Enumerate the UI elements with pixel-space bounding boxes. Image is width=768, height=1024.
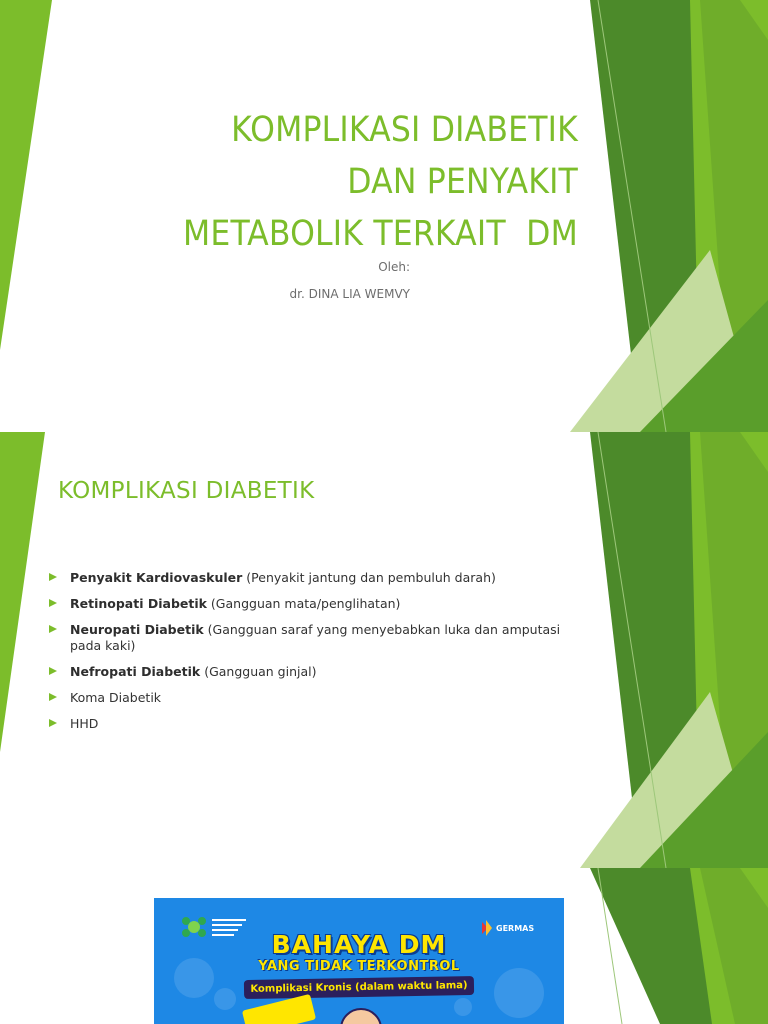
slide-complications — [0, 432, 768, 868]
poster-headline: BAHAYA DM — [271, 930, 447, 959]
slide-title-text — [18, 104, 578, 260]
germas-text: GERMAS — [496, 924, 535, 933]
poster-bubble — [494, 968, 544, 1018]
item-bold: Penyakit Kardiovaskuler — [70, 570, 243, 585]
poster-bubble — [214, 988, 236, 1010]
title-line-3: METABOLIK TERKAIT DM — [182, 214, 578, 254]
list-item — [48, 664, 568, 680]
green-arrow-bullet-icon — [49, 693, 57, 701]
green-arrow-bullet-icon — [49, 667, 57, 675]
slide-poster — [0, 868, 768, 1024]
poster-bubble — [454, 998, 472, 1016]
item-bold: Nefropati Diabetik — [70, 664, 201, 679]
oleh-label: Oleh: — [378, 260, 410, 274]
title-line-2: DAN PENYAKIT — [347, 162, 578, 202]
green-arrow-bullet-icon — [49, 625, 57, 633]
poster-band-text: Komplikasi Kronis (dalam waktu lama) — [244, 976, 474, 999]
item-bold: Retinopati Diabetik — [70, 596, 207, 611]
item-text: (Gangguan ginjal) — [200, 664, 317, 679]
bahaya-dm-poster — [154, 898, 564, 1024]
green-arrow-bullet-icon — [49, 719, 57, 727]
list-item — [48, 690, 568, 706]
slide-title — [0, 0, 768, 432]
green-arrow-bullet-icon — [49, 599, 57, 607]
author-name: dr. DINA LIA WEMVY — [289, 287, 410, 301]
poster-character — [340, 1008, 382, 1024]
item-text: Koma Diabetik — [70, 690, 162, 705]
title-line-1: KOMPLIKASI DIABETIK — [231, 110, 578, 150]
green-arrow-bullet-icon — [49, 573, 57, 581]
item-bold: Neuropati Diabetik — [70, 622, 204, 637]
section-title: KOMPLIKASI DIABETIK — [58, 478, 315, 504]
list-item — [48, 570, 568, 586]
item-text: HHD — [70, 716, 99, 731]
poster-subheadline: YANG TIDAK TERKONTROL — [258, 959, 460, 974]
complications-list — [48, 570, 568, 742]
list-item — [48, 716, 568, 732]
list-item — [48, 596, 568, 612]
item-text: (Penyakit jantung dan pembuluh darah) — [242, 570, 496, 585]
left-green-wedge — [0, 432, 45, 752]
item-text: (Gangguan saraf yang menyebabkan luka dan amputasi pada kaki) — [70, 622, 561, 653]
item-text: (Gangguan mata/penglihatan) — [206, 596, 401, 611]
list-item — [48, 622, 568, 654]
